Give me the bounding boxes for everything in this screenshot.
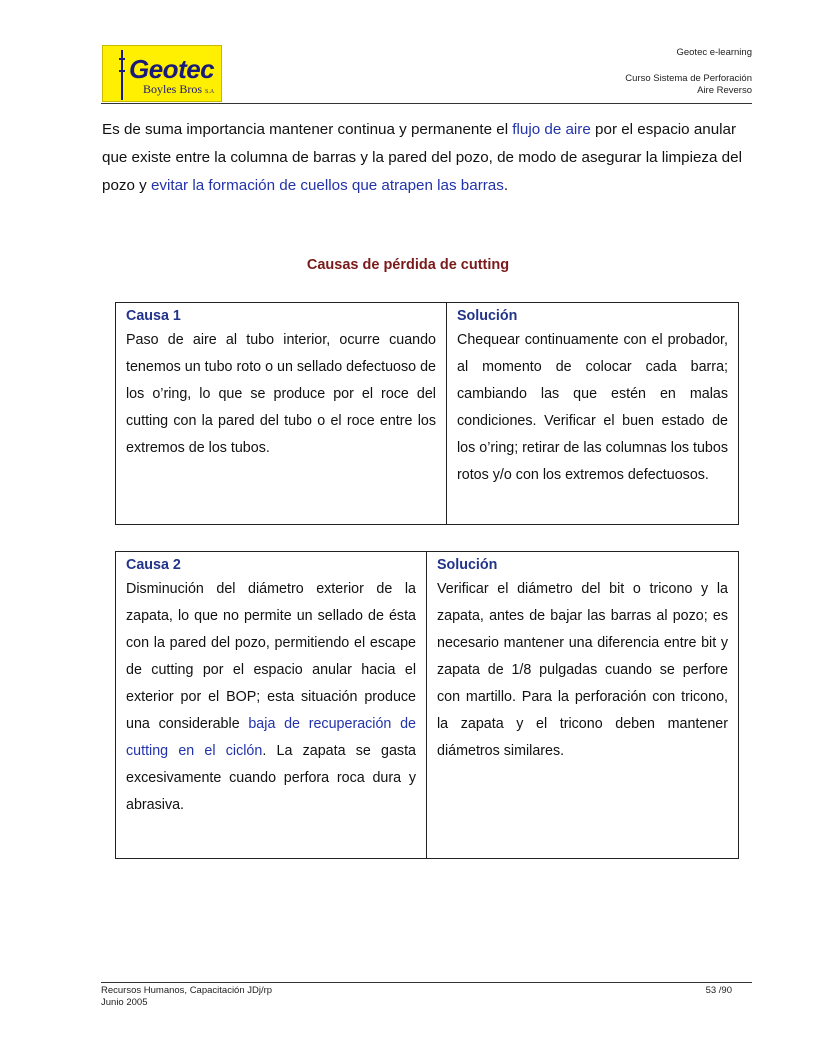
logo-name: Geotec bbox=[129, 54, 215, 84]
highlight-airflow: flujo de aire bbox=[512, 121, 591, 138]
solution-cell-2 bbox=[427, 552, 739, 859]
cause-cell-1 bbox=[116, 303, 447, 525]
highlight-cutting-loss: baja de recuperación de cutting en el ciclón bbox=[126, 716, 416, 759]
header-course-line1: Curso Sistema de Perforación bbox=[625, 73, 752, 84]
cause-text-2: Disminución del diámetro exterior de la zapata, lo que no permite un sellado de ésta con la pared del pozo, permitiendo el escape de cutting por el espacio anular hacia el exterior por el BOP; esta situación produce una considerable baja de recuperación de cutting en el ciclón. La zapata se gasta excesivamente cuando perfora roca dura y abrasiva. bbox=[126, 581, 416, 813]
solution-text-2: Verificar el diámetro del bit o tricono y la zapata, antes de bajar las barras al pozo; es necesario mantener una diferencia entre bit y zapata de 1/8 pulgadas cuando se perfore con martillo. Para la perforación con tricono, la zapata y el tricono deben mantener diámetros similares. bbox=[437, 581, 728, 759]
solution-cell-1 bbox=[447, 303, 739, 525]
solution-label-2: Solución bbox=[437, 557, 498, 573]
page-number: 53 /90 bbox=[705, 985, 732, 996]
header-rule bbox=[101, 103, 752, 104]
header-course-line2: Aire Reverso bbox=[697, 85, 752, 96]
section-title: Causas de pérdida de cutting bbox=[306, 257, 510, 273]
drill-tower-icon bbox=[119, 50, 125, 100]
highlight-avoid-collars: evitar la formación de cuellos que atrapen las barras bbox=[150, 177, 504, 194]
solution-text-1: Chequear continuamente con el probador, al momento de colocar cada barra; cambiando las que estén en malas condiciones. Verificar el buen estado de los o’ring; retirar de las columnas los tubos rotos y/o con los extremos defectuosos. bbox=[457, 332, 728, 483]
footer-left bbox=[101, 985, 272, 1009]
footer-date: Junio 2005 bbox=[101, 997, 148, 1008]
cause-label-1: Causa 1 bbox=[126, 308, 181, 324]
cause-text-1: Paso de aire al tubo interior, ocurre cuando tenemos un tubo roto o un sellado defectuoso de los o’ring, lo que se produce por el roce del cutting con la pared del tubo o el roce entre los extremos de los tubos. bbox=[126, 332, 436, 456]
logo-subtitle: Boyles Bros S.A bbox=[143, 82, 215, 96]
cause-cell-2 bbox=[116, 552, 427, 859]
header-org: Geotec e-learning bbox=[676, 47, 752, 58]
cause-table-1 bbox=[115, 302, 739, 525]
intro-paragraph: Es de suma importancia mantener continua y permanente el flujo de aire por el espacio anular que existe entre la columna de barras y la pared del pozo, de modo de asegurar la limpieza del pozo y evitar la formación de cuellos que atrapen las barras. bbox=[102, 121, 742, 194]
solution-label-1: Solución bbox=[457, 308, 518, 324]
company-logo bbox=[102, 45, 222, 102]
cause-label-2: Causa 2 bbox=[126, 557, 181, 573]
cause-table-2 bbox=[115, 551, 739, 859]
footer-rule bbox=[101, 982, 752, 983]
footer-department: Recursos Humanos, Capacitación JDj/rp bbox=[101, 985, 273, 996]
